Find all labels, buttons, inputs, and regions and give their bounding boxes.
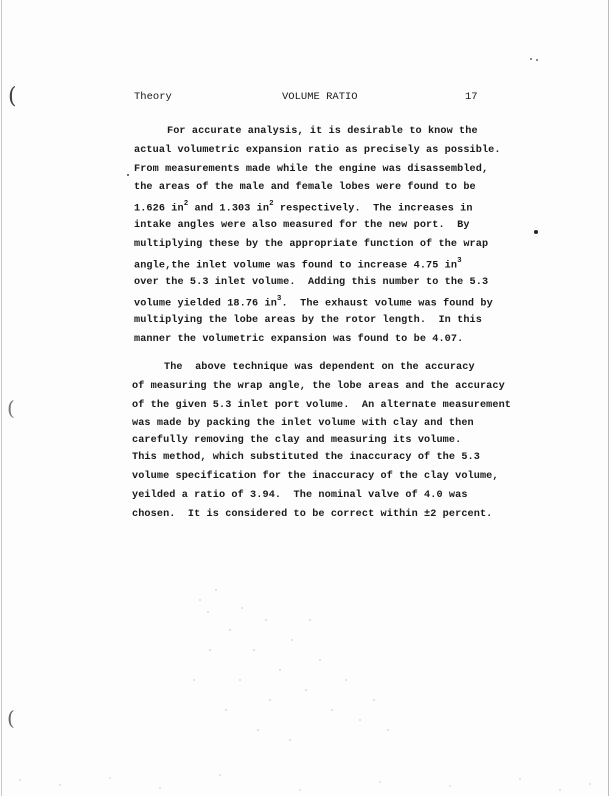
text-line: intake angles were also measured for the new port. By <box>134 220 470 231</box>
text-segment: 1.626 in <box>134 203 184 215</box>
scan-noise <box>0 760 611 796</box>
binder-hole-mark-bottom: ( <box>7 706 15 730</box>
text-segment: volume yielded 18.76 in <box>134 298 277 310</box>
superscript: 3 <box>457 257 462 265</box>
text-line: For accurate analysis, it is desirable to know the <box>167 126 478 137</box>
text-line: was made by packing the inlet volume with clay and then <box>132 418 474 429</box>
text-line: The above technique was dependent on the accuracy <box>164 362 475 373</box>
text-line: multiplying the lobe areas by the rotor length. In this <box>134 315 482 326</box>
superscript: 2 <box>183 200 189 208</box>
page-number: 17 <box>465 91 478 103</box>
text-line <box>134 201 473 214</box>
text-line: actual volumetric expansion ratio as precisely as possible. <box>134 145 501 156</box>
text-line: From measurements made while the engine was disassembled, <box>134 164 489 175</box>
text-line <box>134 258 462 271</box>
text-line: multiplying these by the appropriate function of the wrap <box>134 239 489 250</box>
text-segment: respectively. The increases in <box>273 203 473 215</box>
text-line: volume specification for the inaccuracy of the clay volume, <box>132 471 499 482</box>
ink-speck <box>536 59 538 61</box>
superscript: 3 <box>276 295 282 303</box>
text-line: yeilded a ratio of 3.94. The nominal valve of 4.0 was <box>132 490 468 501</box>
section-title: Theory <box>134 91 172 103</box>
text-line: of the given 5.3 inlet port volume. An alternate measurement <box>132 400 512 411</box>
text-line: over the 5.3 inlet volume. Adding this number to the 5.3 <box>134 277 489 288</box>
page-title: VOLUME RATIO <box>282 91 358 103</box>
text-line: the areas of the male and female lobes were found to be <box>134 182 476 193</box>
text-line: carefully removing the clay and measuring its volume. <box>132 435 462 446</box>
text-line <box>134 296 493 309</box>
text-segment: . The exhaust volume was found by <box>281 298 493 310</box>
ink-speck <box>127 174 129 176</box>
left-edge-line <box>1 0 2 796</box>
ink-speck <box>530 58 532 60</box>
text-line: manner the volumetric expansion was found to be 4.07. <box>134 334 464 345</box>
text-line: of measuring the wrap angle, the lobe areas and the accuracy <box>132 381 505 392</box>
superscript: 2 <box>269 200 274 208</box>
text-line: This method, which substituted the inaccuracy of the 5.3 <box>132 452 480 463</box>
text-segment: angle,the inlet volume was found to increase 4.75 in <box>134 260 458 272</box>
text-line: chosen. It is considered to be correct within ±2 percent. <box>132 509 493 520</box>
ink-speck <box>534 230 538 234</box>
page-header <box>0 91 611 107</box>
text-segment: and 1.303 in <box>188 203 270 215</box>
binder-hole-mark-middle: ( <box>7 396 15 420</box>
binder-hole-mark-top: ( <box>8 84 17 109</box>
scan-noise <box>170 560 430 760</box>
right-edge-line <box>608 0 609 796</box>
